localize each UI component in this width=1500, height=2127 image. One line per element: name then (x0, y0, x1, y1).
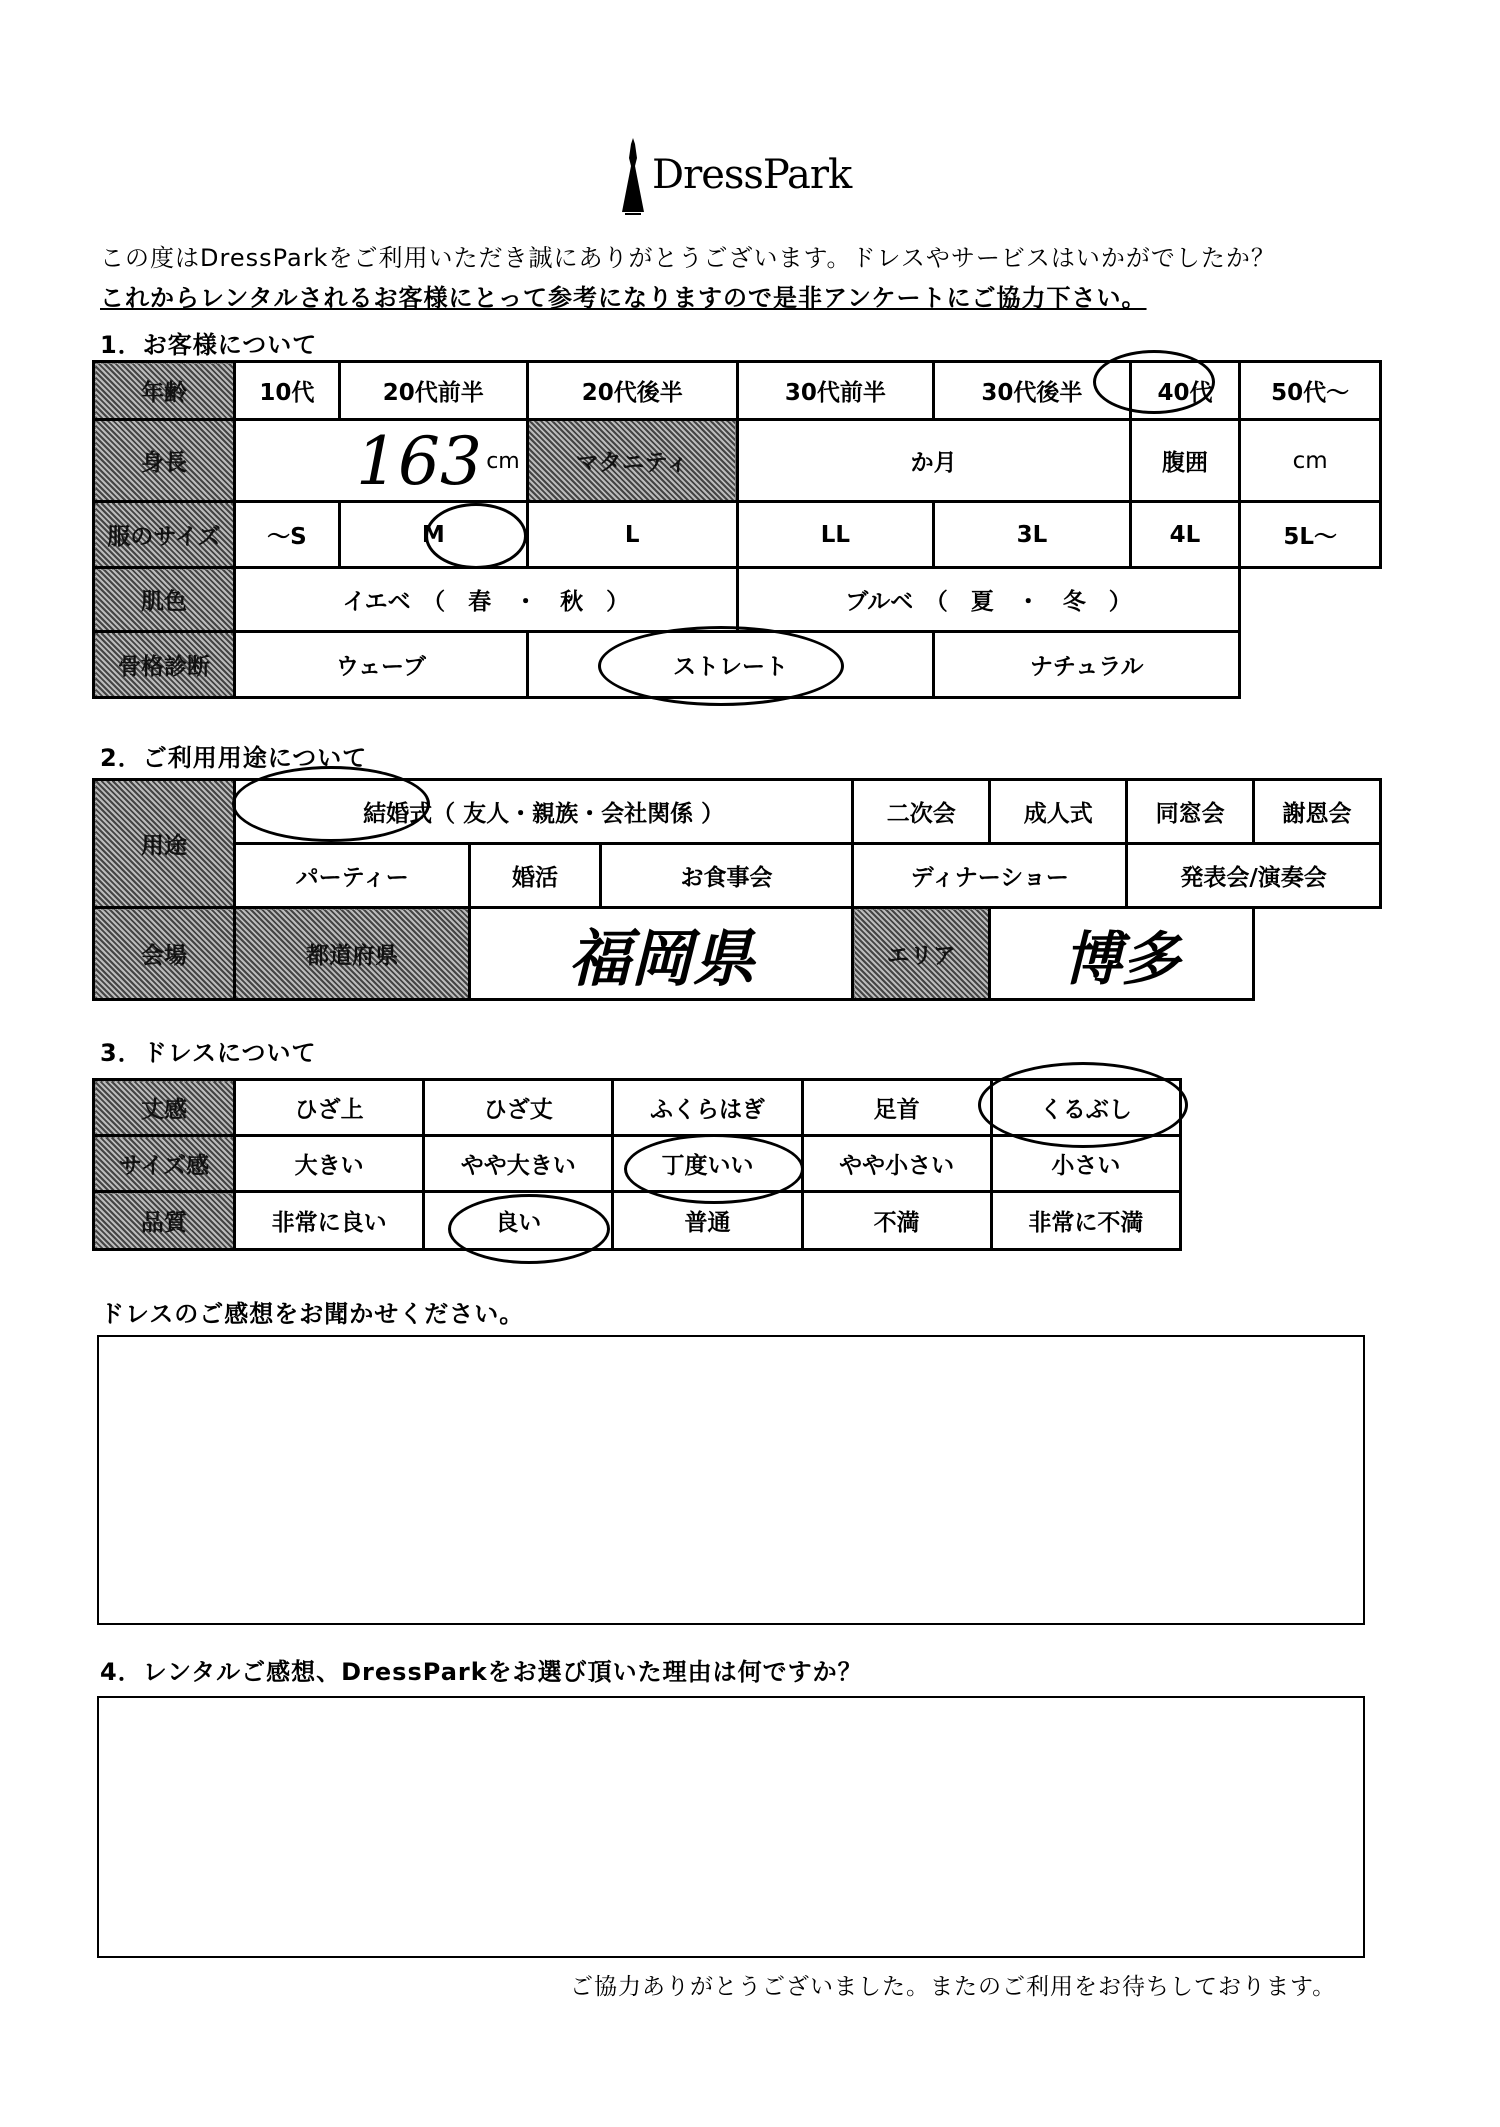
purpose-row1 (94, 780, 1381, 844)
area-value[interactable]: 博多 (990, 908, 1254, 1000)
frame-label: 骨格診断 (94, 632, 235, 698)
age-row (94, 362, 1381, 420)
size-option[interactable]: L (527, 502, 737, 568)
empty-cell (1240, 568, 1381, 632)
height-unit: cm (486, 448, 520, 474)
quality-option-selected[interactable]: 良い (424, 1192, 613, 1250)
frame-option[interactable]: ウェーブ (235, 632, 528, 698)
skin-row (94, 568, 1381, 632)
empty-cell (1240, 632, 1381, 698)
age-option[interactable]: 10代 (235, 362, 340, 420)
dress-table (92, 1078, 1182, 1251)
age-option[interactable]: 20代後半 (527, 362, 737, 420)
maternity-label: マタニティ (527, 420, 737, 502)
size-option[interactable]: 4L (1130, 502, 1240, 568)
purpose-option[interactable]: 謝恩会 (1254, 780, 1381, 844)
skin-label: 肌色 (94, 568, 235, 632)
quality-label: 品質 (94, 1192, 235, 1250)
purpose-row2 (94, 844, 1381, 908)
intro-line2: これからレンタルされるお客様にとって参考になりますので是非アンケートにご協力下さい。 (100, 284, 1147, 312)
frame-option-selected[interactable]: ストレート (527, 632, 933, 698)
section4-title: 4．レンタルご感想、DressParkをお選び頂いた理由は何ですか？ (100, 1658, 863, 1686)
purpose-option[interactable]: パーティー (235, 844, 470, 908)
length-label: 丈感 (94, 1080, 235, 1136)
purpose-table (92, 778, 1382, 1001)
fit-option-selected[interactable]: 丁度いい (613, 1136, 802, 1192)
fit-row (94, 1136, 1181, 1192)
brand-name: DressPark (652, 152, 852, 198)
maternity-months[interactable]: か月 (737, 420, 1130, 502)
age-option-selected[interactable]: 40代 (1130, 362, 1240, 420)
skin-yellow-option[interactable]: イエベ （ 春 ・ 秋 ） (235, 568, 738, 632)
venue-row (94, 908, 1381, 1000)
length-option[interactable]: 足首 (802, 1080, 991, 1136)
rental-comment-box[interactable] (97, 1696, 1365, 1958)
age-option[interactable]: 20代前半 (339, 362, 527, 420)
purpose-option[interactable]: 成人式 (990, 780, 1127, 844)
dress-comment-prompt: ドレスのご感想をお聞かせください。 (100, 1300, 525, 1328)
quality-option[interactable]: 不満 (802, 1192, 991, 1250)
dress-comment-box[interactable] (97, 1335, 1365, 1625)
intro-line1: この度はDressParkをご利用いただき誠にありがとうございます。ドレスやサービスはいかがでしたか？ (100, 244, 1276, 272)
length-option[interactable]: ひざ丈 (424, 1080, 613, 1136)
age-label: 年齢 (94, 362, 235, 420)
section2-title: 2．ご利用用途について (100, 744, 368, 772)
size-option[interactable]: 3L (934, 502, 1131, 568)
purpose-option[interactable]: 婚活 (470, 844, 600, 908)
customer-table (92, 360, 1382, 699)
length-option[interactable]: ひざ上 (235, 1080, 424, 1136)
purpose-option[interactable]: 同窓会 (1127, 780, 1254, 844)
fit-option[interactable]: やや大きい (424, 1136, 613, 1192)
footer-text: ご協力ありがとうございました。またのご利用をお待ちしております。 (570, 1974, 1337, 2000)
fit-option[interactable]: やや小さい (802, 1136, 991, 1192)
section1-title: 1．お客様について (100, 331, 318, 359)
age-option[interactable]: 50代～ (1240, 362, 1381, 420)
brand-logo (612, 128, 852, 218)
quality-option[interactable]: 普通 (613, 1192, 802, 1250)
belly-label: 腹囲 (1130, 420, 1240, 502)
belly-unit[interactable]: cm (1240, 420, 1381, 502)
dress-icon (620, 136, 646, 216)
height-row (94, 420, 1381, 502)
length-option[interactable]: ふくらはぎ (613, 1080, 802, 1136)
empty-cell (1254, 908, 1381, 1000)
height-label: 身長 (94, 420, 235, 502)
size-option[interactable]: ～S (235, 502, 340, 568)
pref-label: 都道府県 (235, 908, 470, 1000)
purpose-option[interactable]: お食事会 (600, 844, 853, 908)
skin-blue-option[interactable]: ブルベ （ 夏 ・ 冬 ） (737, 568, 1240, 632)
size-option[interactable]: LL (737, 502, 934, 568)
quality-option[interactable]: 非常に良い (235, 1192, 424, 1250)
purpose-option[interactable]: ディナーショー (853, 844, 1127, 908)
pref-value[interactable]: 福岡県 (470, 908, 853, 1000)
section3-title: 3．ドレスについて (100, 1039, 317, 1067)
length-option-selected[interactable]: くるぶし (991, 1080, 1180, 1136)
purpose-option-selected[interactable]: 結婚式（ 友人・親族・会社関係 ） (235, 780, 853, 844)
purpose-label: 用途 (94, 780, 235, 908)
height-field[interactable] (235, 420, 528, 502)
fit-option[interactable]: 大きい (235, 1136, 424, 1192)
purpose-option[interactable]: 二次会 (853, 780, 990, 844)
height-value: 163 (356, 423, 482, 500)
frame-option[interactable]: ナチュラル (934, 632, 1240, 698)
size-option-selected[interactable]: M (339, 502, 527, 568)
venue-label: 会場 (94, 908, 235, 1000)
age-option[interactable]: 30代前半 (737, 362, 934, 420)
purpose-option[interactable]: 発表会/演奏会 (1127, 844, 1381, 908)
fit-option[interactable]: 小さい (991, 1136, 1180, 1192)
area-label: エリア (853, 908, 990, 1000)
fit-label: サイズ感 (94, 1136, 235, 1192)
quality-row (94, 1192, 1181, 1250)
quality-option[interactable]: 非常に不満 (991, 1192, 1180, 1250)
size-label: 服のサイズ (94, 502, 235, 568)
length-row (94, 1080, 1181, 1136)
size-row (94, 502, 1381, 568)
frame-row (94, 632, 1381, 698)
size-option[interactable]: 5L～ (1240, 502, 1381, 568)
age-option[interactable]: 30代後半 (934, 362, 1131, 420)
